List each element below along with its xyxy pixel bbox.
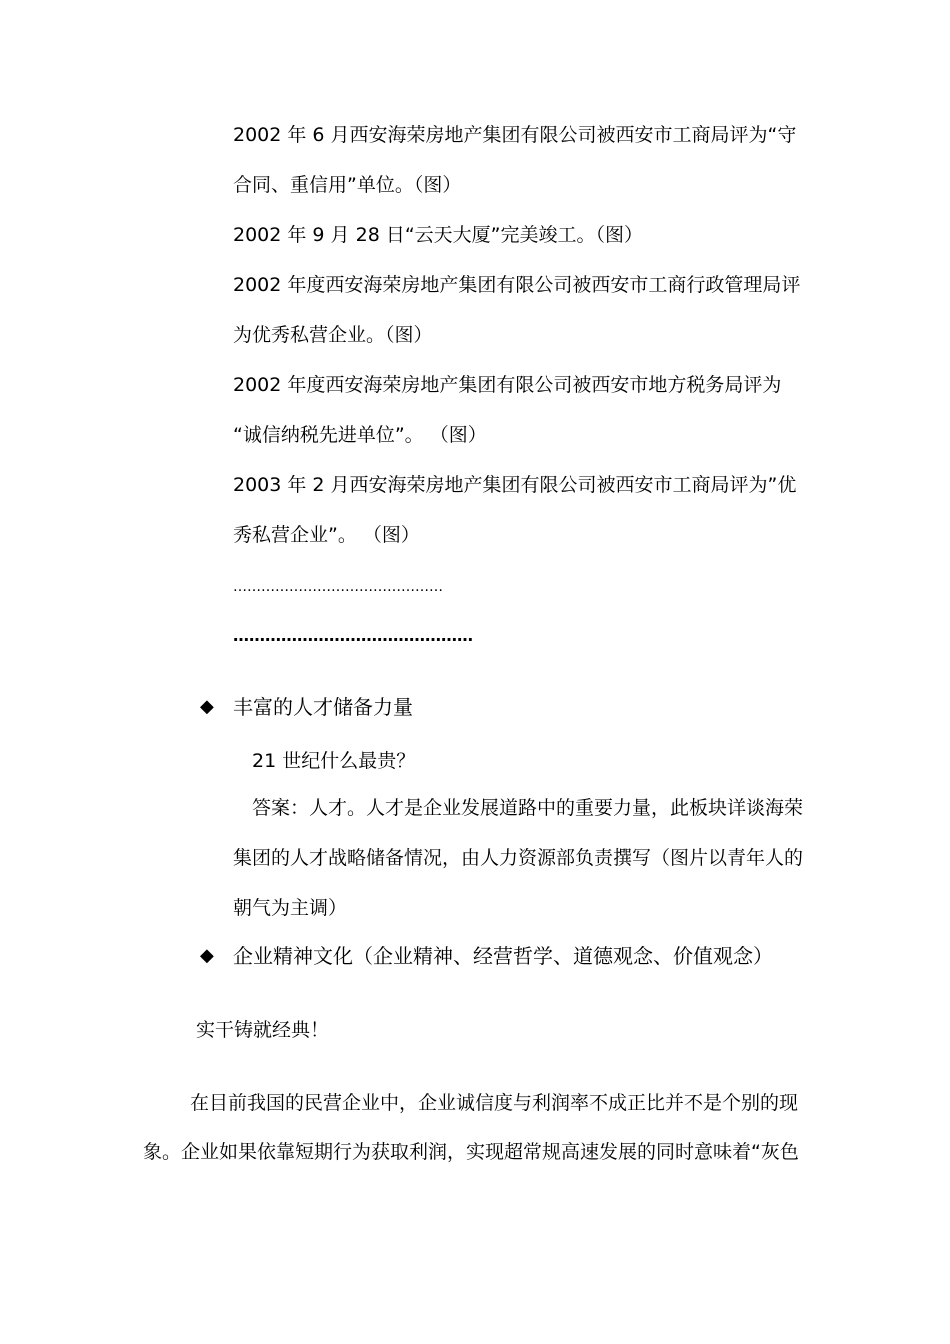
award-line: 秀私营企业”。 （图） [233,524,420,546]
diamond-bullet-icon: ◆ [200,696,214,717]
paragraph-text: 在目前我国的民营企业中，企业诚信度与利润率不成正比并不是个别的现 [190,1092,799,1114]
section-heading: 企业精神文化（企业精神、经营哲学、道德观念、价值观念） [233,944,773,968]
award-line: 合同、重信用”单位。（图） [233,174,462,196]
answer-text: 朝气为主调） [233,897,348,919]
answer-text: 答案：人才。人才是企业发展道路中的重要力量，此板块详谈海荣 [252,797,804,819]
paragraph-text: 象。企业如果依靠短期行为获取利润，实现超常规高速发展的同时意味着“灰色 [143,1141,799,1163]
award-line: “诚信纳税先进单位”。 （图） [233,424,487,446]
diamond-bullet-icon: ◆ [200,945,214,966]
award-line: 2002 年度西安海荣房地产集团有限公司被西安市地方税务局评为 [233,374,782,396]
award-line: 2002 年度西安海荣房地产集团有限公司被西安市工商行政管理局评 [233,274,801,296]
slogan-text: 实干铸就经典！ [196,1019,330,1041]
award-line: 2002 年 6 月西安海荣房地产集团有限公司被西安市工商局评为“守 [233,124,797,146]
award-line: 为优秀私营企业。（图） [233,324,433,346]
award-line: 2003 年 2 月西安海荣房地产集团有限公司被西安市工商局评为”优 [233,474,797,496]
ellipsis-line-bold: ……………………………………… [233,626,473,645]
award-line: 2002 年 9 月 28 日“云天大厦”完美竣工。（图） [233,224,644,246]
question-text: 21 世纪什么最贵？ [252,750,416,772]
answer-text: 集团的人才战略储备情况，由人力资源部负责撰写（图片以青年人的 [233,847,804,869]
ellipsis-line: ……………………………………… [233,579,443,595]
section-heading: 丰富的人才储备力量 [233,695,413,719]
